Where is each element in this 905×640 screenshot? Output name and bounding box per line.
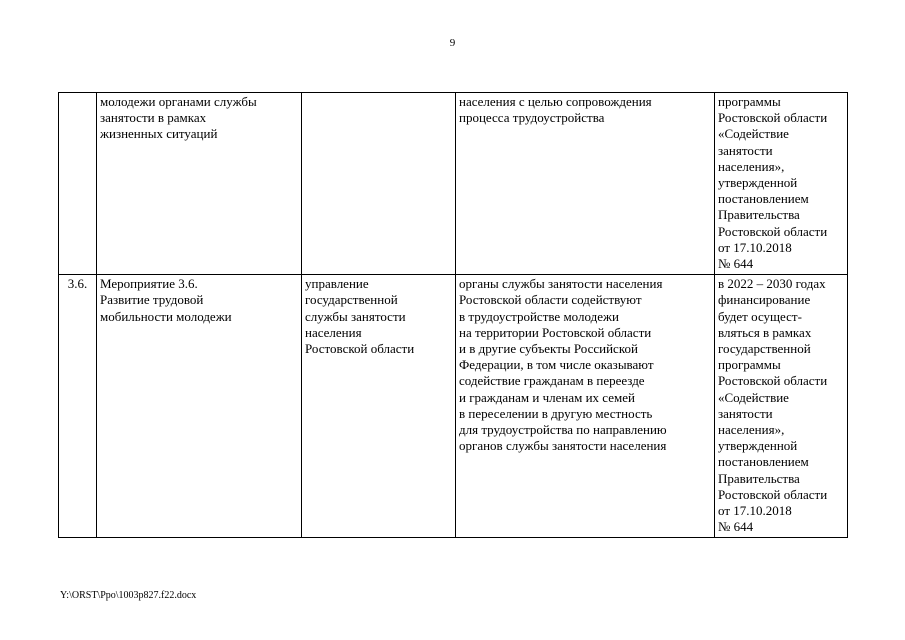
measures-table <box>58 92 848 538</box>
content-cell: органы службы занятости населения Ростовской области содействуют в трудоустройстве молодежи на территории Ростовской области и в другие субъекты Российской Федерации, в том числе оказывают содействие гражданам в переезде и гражданам и членам их семей в переселении в другую местность для трудоустройства по направлению органов службы занятости населения <box>456 275 715 538</box>
row-number-cell <box>59 93 97 275</box>
content-cell: населения с целью сопровождения процесса трудоустройства <box>456 93 715 275</box>
row-number-cell: 3.6. <box>59 275 97 538</box>
measure-cell: Мероприятие 3.6. Развитие трудовой мобильности молодежи <box>97 275 302 538</box>
executor-cell <box>302 93 456 275</box>
table-row <box>59 275 848 538</box>
funding-cell: в 2022 – 2030 годах финансирование будет осущест- вляться в рамках государственной программы Ростовской области «Содействие занятости населения», утвержденной постановлением Правительства Ростовской области от 17.10.2018 № 644 <box>715 275 848 538</box>
executor-cell: управление государственной службы занятости населения Ростовской области <box>302 275 456 538</box>
footer-file-path: Y:\ORST\Ppo\1003p827.f22.docx <box>60 590 197 601</box>
table-row <box>59 93 848 275</box>
page-number: 9 <box>449 37 456 49</box>
funding-cell: программы Ростовской области «Содействие занятости населения», утвержденной постановлением Правительства Ростовской области от 17.10.2018 № 644 <box>715 93 848 275</box>
measure-cell: молодежи органами службы занятости в рамках жизненных ситуаций <box>97 93 302 275</box>
